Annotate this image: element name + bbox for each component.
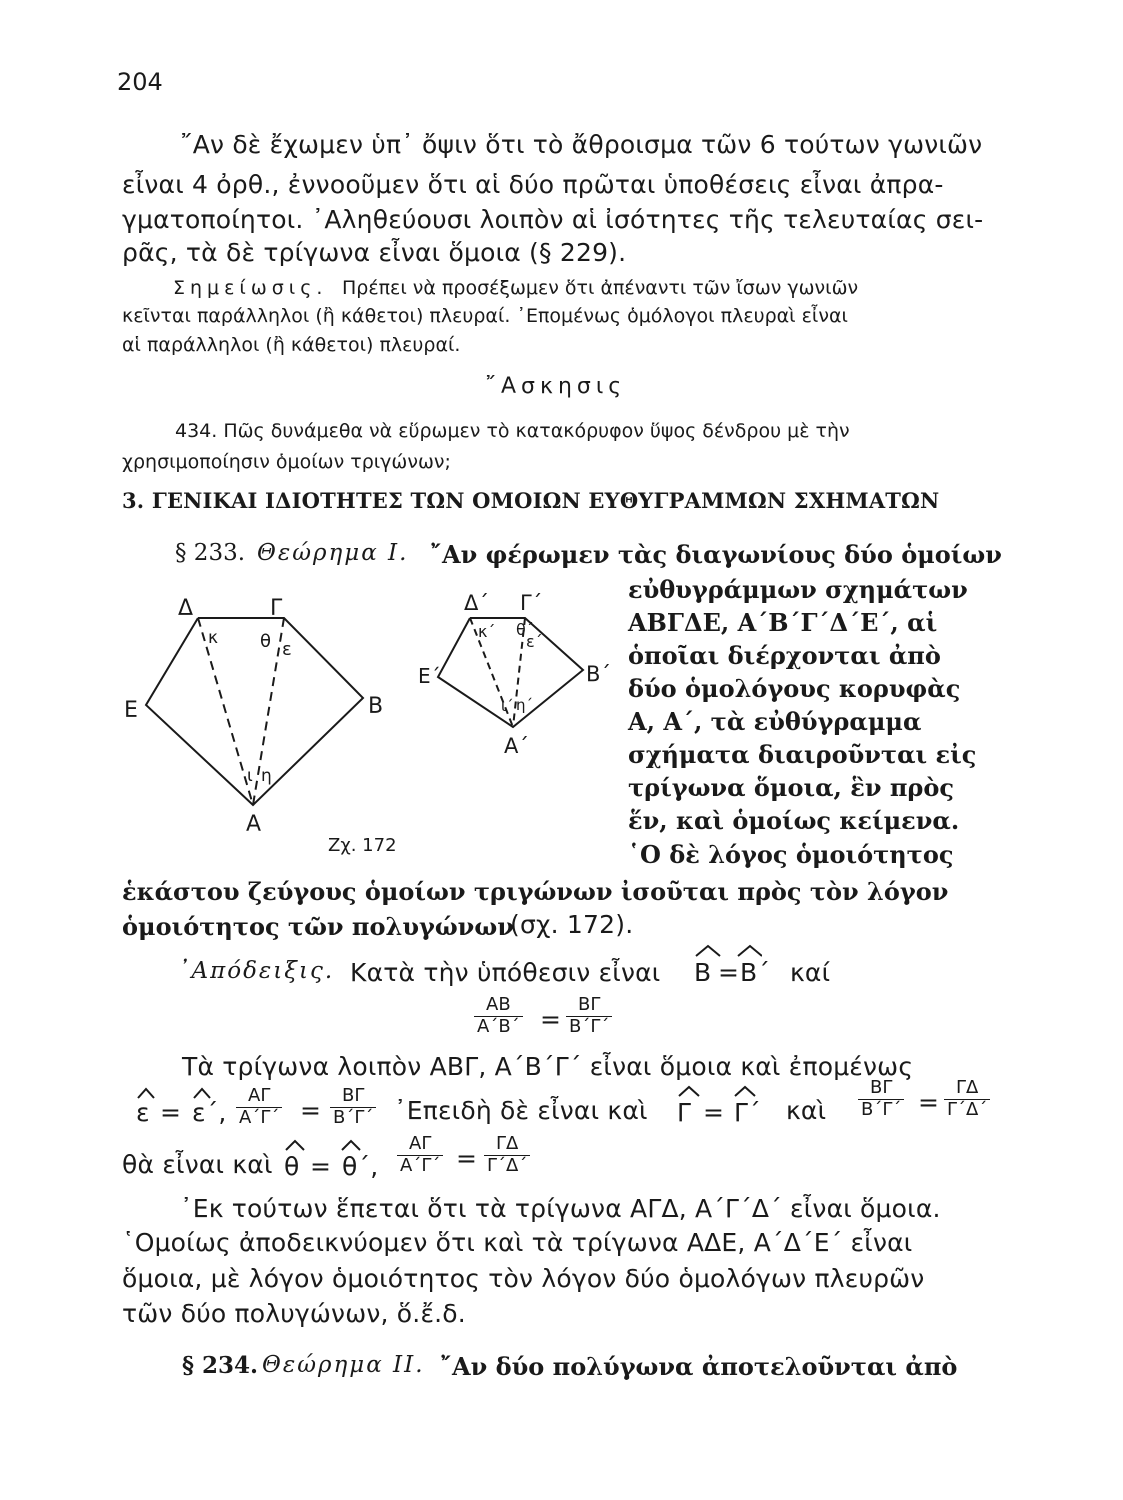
exercise-heading: ῎Ασκησις [485,374,627,399]
text-line: αἱ παράλληλοι (ἢ κάθετοι) πλευραί. [122,334,461,356]
hat-mark [284,1136,374,1150]
text-line: ῎Αν δύο πολύγωνα ἀποτελοῦνται ἀπὸ [440,1352,958,1381]
fraction-numerator: ΓΔ [496,1133,519,1154]
equals-sign: = [540,1005,562,1034]
vertex-label: Ε΄ [418,664,441,688]
theorem-number: § 233. [175,540,246,566]
fraction-numerator: ΒΓ [578,994,601,1015]
angle-theta: θ [284,1152,300,1181]
angle-label: η [261,766,272,786]
text-line: Α, Α΄, τὰ εὐθύγραμμα [628,707,922,736]
proof-label: ᾿Απόδειξις. [178,958,335,984]
text-line: ῎Αν φέρωμεν τὰς διαγωνίους δύο ὁμοίων [430,540,1002,569]
angle-label: θ΄ [516,620,534,639]
vertex-label: Δ [178,596,194,621]
vertex-label: Β΄ [586,662,611,686]
fraction [474,995,523,1037]
text-line: θὰ εἶναι καὶ [122,1150,273,1179]
angle-label: ι΄ [501,697,514,715]
fraction [858,1078,904,1120]
text-line: ῾Ο δὲ λόγος ὁμοιότητος [628,840,954,869]
text-line: ῾Ομοίως ἀποδεικνύομεν ὅτι καὶ τὰ τρίγωνα ΑΔΕ, Α΄Δ΄Ε΄ εἶναι [122,1228,913,1257]
text-line: Τὰ τρίγωνα λοιπὸν ΑΒΓ, Α΄Β΄Γ΄ εἶναι ὅμοια καὶ ἐπομένως [182,1052,914,1081]
text-line: ρᾶς, τὰ δὲ τρίγωνα εἶναι ὅμοια (§ 229). [122,238,627,267]
equals-sign: = [918,1088,940,1117]
fraction-denominator: Γ΄Δ΄ [944,1099,990,1121]
angle-label: κ [208,628,219,648]
angle-gamma-prime: Γ΄ [734,1098,761,1127]
section-title: 3. ΓΕΝΙΚΑΙ ΙΔΙΟΤΗΤΕΣ ΤΩΝ ΟΜΟΙΩΝ ΕΥΘΥΓΡΑΜΜΩΝ ΣΧΗΜΑΤΩΝ [122,488,940,513]
text-word: καί [790,958,831,987]
fraction-denominator: Α΄Γ΄ [236,1107,282,1129]
hat-mark [692,942,762,956]
equals-sign: = [718,958,740,987]
fraction [484,1134,530,1176]
theorem-label: Θεώρημα ΙΙ. [262,1352,425,1378]
vertex-label: Α [246,812,262,837]
fraction-numerator: ΒΓ [342,1085,365,1106]
left-pentagon [146,618,363,805]
text-line: εὐθυγράμμων σχημάτων [628,575,968,604]
vertex-label: Α΄ [504,734,529,758]
figure-caption: Ζχ. 172 [328,835,397,856]
equals-sign: = [456,1144,478,1173]
fraction [236,1086,282,1128]
note-label: Σημείωσις. [173,277,328,299]
equals-sign: = [160,1098,182,1127]
text-line: ὁμοιότητος τῶν πολυγώνων [122,912,514,941]
fraction-numerator: ΑΒ [486,994,511,1015]
fraction-denominator: Β΄Γ΄ [566,1016,612,1038]
fraction-denominator: Α΄Β΄ [474,1016,523,1038]
angle-label: ε [282,639,292,660]
fraction [330,1086,376,1128]
text-line: τρίγωνα ὅμοια, ἓν πρὸς [628,773,955,802]
angle-label: κ΄ [478,622,496,641]
text-line: ᾿Επειδὴ δὲ εἶναι καὶ [394,1096,648,1125]
theorem-number: § 234. [182,1352,259,1379]
angle-label: η΄ [516,696,534,714]
fraction-numerator: ΒΓ [870,1077,893,1098]
angle-label: θ [260,631,272,652]
fraction [944,1078,990,1120]
text-line: ἕν, καὶ ὁμοίως κείμενα. [628,806,960,835]
equals-sign: = [310,1152,332,1181]
text-line: ΑΒΓΔΕ, Α΄Β΄Γ΄Δ΄Ε΄, αἱ [628,608,938,637]
text-line: ἑκάστου ζεύγους ὁμοίων τριγώνων ἰσοῦται πρὸς τὸν λόγον [122,877,949,906]
vertex-label: Γ΄ [520,591,543,615]
angle-label: ε΄ [526,632,543,651]
angle-gamma: Γ [677,1098,692,1127]
text-line: σχήματα διαιροῦνται εἰς [628,740,977,769]
text-line: ὁποῖαι διέρχονται ἀπὸ [628,641,941,670]
vertex-label: Γ [270,596,283,621]
page-number: 204 [117,68,163,96]
angle-epsilon: ε [136,1098,150,1127]
vertex-label: Β [368,694,384,719]
fraction-denominator: Β΄Γ΄ [858,1099,904,1121]
figure-172 [120,585,620,860]
fraction-denominator: Α΄Γ΄ [397,1155,443,1177]
angle-B-prime: Β΄ [740,958,771,987]
fraction [397,1134,443,1176]
text-line: χρησιμοποίησιν ὁμοίων τριγώνων; [122,451,451,473]
fraction-numerator: ΓΔ [956,1077,979,1098]
fraction [566,995,612,1037]
fraction-numerator: ΑΓ [248,1085,271,1106]
left-pentagon-outline [146,618,363,805]
text-line: ὅμοια, μὲ λόγον ὁμοιότητος τὸν λόγον δύο ὁμολόγων πλευρῶν [122,1264,925,1293]
angle-B: Β [694,958,712,987]
text-line: 434. Πῶς δυνάμεθα νὰ εὕρωμεν τὸ κατακόρυφον ὕψος δένδρου μὲ τὴν [175,420,850,442]
text-line: Πρέπει νὰ προσέξωμεν ὅτι ἀπέναντι τῶν ἴσων γωνιῶν [342,277,859,299]
text-line: ᾿Εκ τούτων ἕπεται ὅτι τὰ τρίγωνα ΑΓΔ, Α΄Γ΄Δ΄ εἶναι ὅμοια. [180,1194,941,1223]
equals-sign: = [300,1096,322,1125]
angle-epsilon-prime: ε΄, [192,1098,227,1127]
text-line: Κατὰ τὴν ὑπόθεσιν εἶναι [350,958,661,987]
fraction-denominator: Γ΄Δ΄ [484,1155,530,1177]
text-word: καὶ [786,1096,827,1125]
angle-theta-prime: θ΄, [342,1152,379,1181]
text-line: ῎Αν δὲ ἔχωμεν ὑπ᾿ ὄψιν ὅτι τὸ ἄθροισμα τῶν 6 τούτων γωνιῶν [180,130,983,159]
vertex-label: Δ΄ [464,591,489,615]
figure-reference: (σχ. 172). [510,910,634,939]
hat-mark [677,1082,767,1096]
angle-label: ι [247,766,253,786]
text-line: δύο ὁμολόγους κορυφὰς [628,674,961,703]
equals-sign: = [703,1098,725,1127]
fraction-numerator: ΑΓ [409,1133,432,1154]
fraction-denominator: Β΄Γ΄ [330,1107,376,1129]
text-line: γματοποίητοι. ᾿Αληθεύουσι λοιπὸν αἱ ἰσότητες τῆς τελευταίας σει- [122,205,984,234]
theorem-label: Θεώρημα Ι. [257,540,409,566]
text-line: κεῖνται παράλληλοι (ἢ κάθετοι) πλευραί. ᾿Επομένως ὁμόλογοι πλευραὶ εἶναι [122,305,848,327]
vertex-label: Ε [124,698,138,723]
hat-mark [136,1084,216,1098]
text-line: εἶναι 4 ὀρθ., ἐννοοῦμεν ὅτι αἱ δύο πρῶται ὑποθέσεις εἶναι ἀπρα- [122,170,944,199]
text-line: τῶν δύο πολυγώνων, ὅ.ἔ.δ. [122,1299,466,1328]
diagonal-left [198,618,253,805]
